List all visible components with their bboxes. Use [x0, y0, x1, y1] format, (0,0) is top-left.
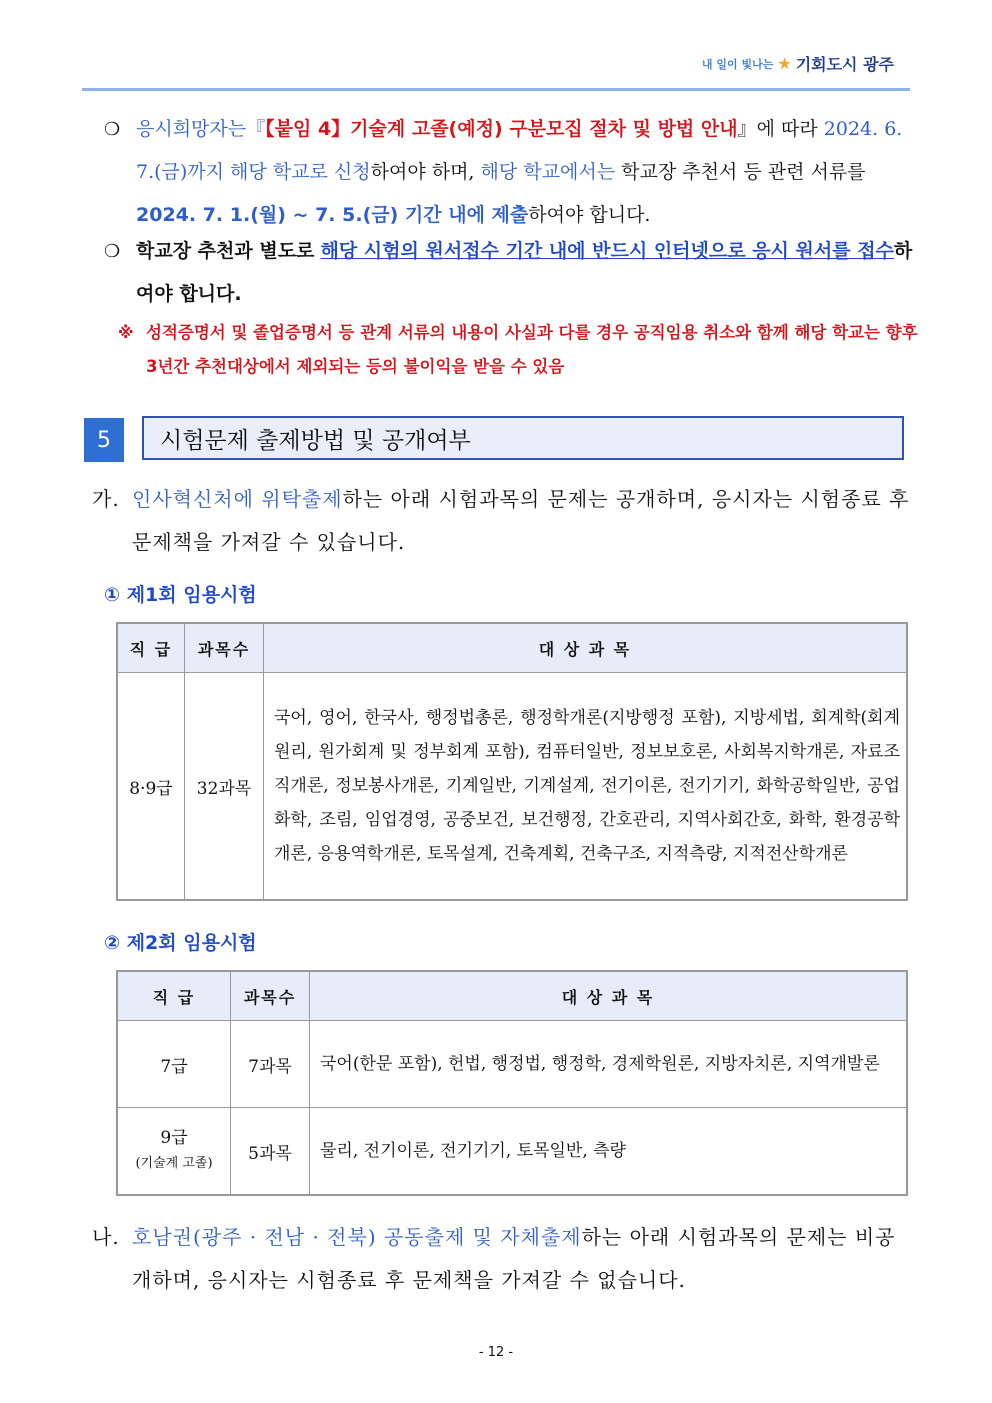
- count-cell: 32과목: [185, 673, 264, 901]
- grade-cell: [117, 1108, 231, 1196]
- p2-text-3: 하여야 합니다.: [136, 240, 913, 305]
- section-title: [142, 416, 904, 460]
- subjects-cell: 국어, 영어, 한국사, 행정법총론, 행정학개론(지방행정 포함), 지방세법, 회계학(회계원리, 원가회계 및 정부회계 포함), 컴퓨터일반, 정보보호론, 사회복지학개론, 자료조직개론, 정보봉사개론, 기계일반, 기계설계, 전기이론, 전기기기, 화학공학일반, 공업화학, 조림, 임업경영, 공중보건, 보건행정, 간호관리, 지역사회간호, 화학, 환경공학개론, 응용역학개론, 토목설계, 건축계획, 건축구조, 지적측량, 지적전산학개론: [264, 673, 908, 901]
- page-number: - 12 -: [478, 1345, 514, 1360]
- header-grade: 직 급: [117, 623, 185, 673]
- item-na: [92, 1216, 914, 1302]
- p1-text-1: 응시희망자는『: [136, 118, 266, 140]
- item-ga-highlight: 인사혁신처에 위탁출제: [132, 487, 343, 511]
- item-na-highlight: 호남권(광주 · 전남 · 전북) 공동출제 및 자체출제: [132, 1225, 582, 1249]
- header-logo: [702, 52, 894, 75]
- p2-text-1: 학교장 추천과 별도로: [136, 240, 315, 262]
- warning-text: 성적증명서 및 졸업증명서 등 관계 서류의 내용이 사실과 다를 경우 공직임용 취소와 함께 해당 학교는 향후 3년간 추천대상에서 제외되는 등의 불이익을 받을 수 있음: [146, 323, 918, 376]
- exam2-table: [116, 970, 908, 1196]
- exam2-title: ② 제2회 임용시험: [104, 932, 257, 954]
- star-icon: ★: [777, 54, 792, 73]
- exam1-title: ① 제1회 임용시험: [104, 584, 257, 606]
- header-divider: [82, 88, 910, 91]
- header-subjects: 대 상 과 목: [310, 971, 908, 1021]
- table-header-row: [117, 971, 907, 1021]
- item-ga: [92, 478, 914, 564]
- grade-text: 7급: [160, 1056, 188, 1077]
- p1-text-3: 』에 따라: [737, 118, 818, 140]
- logo-title: 기회도시 광주: [795, 55, 894, 74]
- table-row: [117, 1021, 907, 1108]
- item-ga-label: 가.: [92, 487, 120, 511]
- paragraph-application: [104, 108, 914, 237]
- reference-mark: ※: [118, 323, 134, 342]
- p1-text-7: 학교장 추천서: [621, 161, 738, 183]
- item-ga-text: 하는 아래 시험과목의 문제는 공개하며, 응시자는 시험종료 후 문제책을 가져갈 수 있습니다.: [132, 487, 910, 554]
- p1-text-10: 하여야 합니다.: [528, 204, 651, 226]
- paragraph-online-application: [104, 230, 914, 316]
- count-cell: 5과목: [231, 1108, 310, 1196]
- subjects-cell: 국어(한문 포함), 헌법, 행정법, 행정학, 경제학원론, 지방자치론, 지역개발론: [310, 1021, 908, 1108]
- p2-online-requirement: 해당 시험의 원서접수 기간 내에 반드시 인터넷으로 응시 원서를 접수: [320, 240, 894, 262]
- section-title-text: 시험문제 출제방법 및 공개여부: [160, 427, 471, 454]
- item-na-label: 나.: [92, 1225, 120, 1249]
- p1-submit-period: 2024. 7. 1.(월) ~ 7. 5.(금) 기간 내에 제출: [136, 204, 529, 226]
- logo-slogan: 내 일이 빛나는: [701, 57, 774, 71]
- p1-deadline: 2024. 6. 7.(금)까지 해당 학교로 신청: [136, 118, 903, 183]
- warning-note: [118, 316, 918, 384]
- grade-cell: 8·9급: [117, 673, 185, 901]
- table-row: [117, 1108, 907, 1196]
- subjects-cell: 물리, 전기이론, 전기기기, 토목일반, 측량: [310, 1108, 908, 1196]
- grade-text: 9급: [160, 1128, 188, 1148]
- table-header-row: [117, 623, 907, 673]
- p1-attachment-ref: 【붙임 4】기술계 고졸(예정) 구분모집 절차 및 방법 안내: [265, 118, 738, 140]
- grade-subtext: (기술계 고졸): [135, 1156, 213, 1171]
- header-grade: 직 급: [117, 971, 231, 1021]
- section-number: 5: [84, 418, 124, 462]
- header-count: 과목수: [231, 971, 310, 1021]
- exam1-table: [116, 622, 908, 901]
- grade-cell: [117, 1021, 231, 1108]
- header-subjects: 대 상 과 목: [264, 623, 908, 673]
- header-count: 과목수: [185, 623, 264, 673]
- count-cell: 7과목: [231, 1021, 310, 1108]
- item-na-text: 하는 아래 시험과목의 문제는 비공개하며, 응시자는 시험종료 후 문제책을 가져갈 수 없습니다.: [132, 1225, 896, 1292]
- bullet-icon: ❍: [104, 119, 121, 140]
- bullet-icon: ❍: [104, 241, 121, 262]
- p1-school: 해당 학교에서는: [480, 161, 616, 183]
- p1-text-8: 등 관련 서류를: [743, 161, 866, 183]
- p1-text-5: 하여야 하며,: [370, 161, 475, 183]
- table-row: [117, 673, 907, 901]
